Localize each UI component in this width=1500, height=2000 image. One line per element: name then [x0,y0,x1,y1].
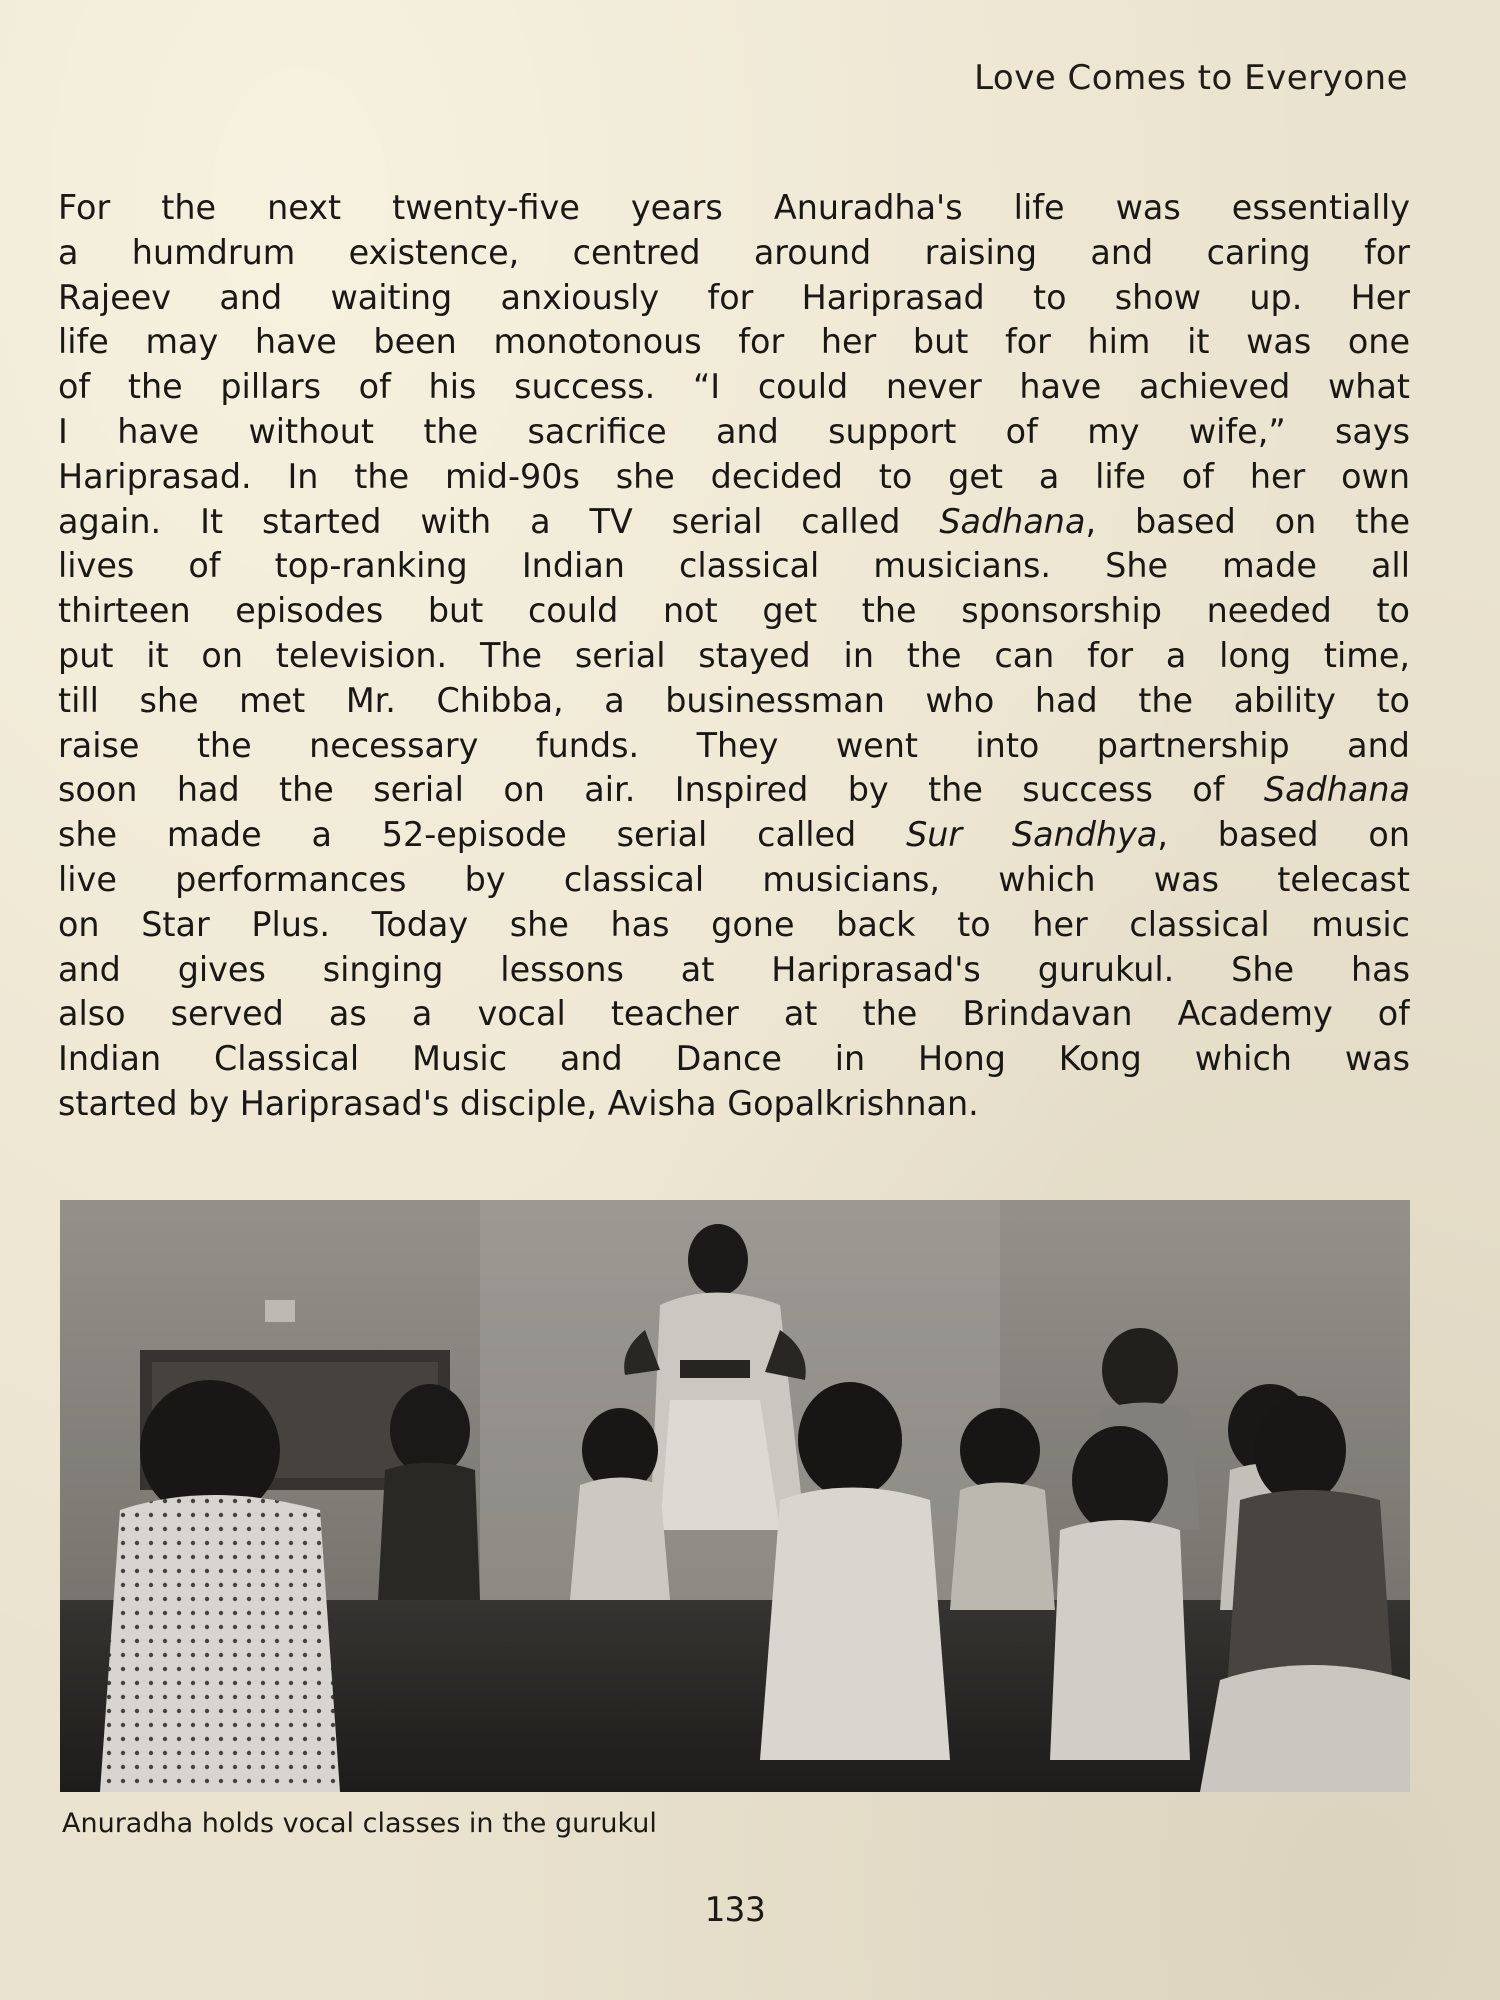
paragraph-line [58,589,1410,634]
paragraph-line [58,410,1410,455]
page-number: 133 [704,1890,766,1930]
gurukul-class-photo [60,1200,1410,1792]
italic-title: Sadhana [939,501,1086,541]
text-run: of the pillars of his success. “I could never have achieved what [58,367,1410,407]
text-run: For the next twenty-five years Anuradha's life was essentially [58,188,1410,227]
text-run: , based on [1157,815,1410,855]
paragraph-line [58,948,1410,993]
text-run: also served as a vocal teacher at the Brindavan Academy of [58,994,1410,1034]
text-run: Hariprasad. In the mid-90s she decided to get a life of her own [58,456,1410,496]
paragraph-line [58,276,1410,321]
paragraph-line [58,813,1410,858]
running-head: Love Comes to Everyone [974,58,1408,98]
text-run: soon had the serial on air. Inspired by the success of [58,770,1264,810]
paragraph-line [58,858,1410,903]
paragraph-line [58,1037,1410,1082]
paragraph-line [58,679,1410,724]
paragraph-line [58,320,1410,365]
text-run: thirteen episodes but could not get the sponsorship needed to [58,591,1410,631]
paragraph-line [58,903,1410,948]
text-run: I have without the sacrifice and support of my wife,” says [58,411,1410,451]
text-run: Indian Classical Music and Dance in Hong Kong which was [58,1039,1410,1079]
photo-illustration [60,1200,1410,1792]
text-run: life may have been monotonous for her but for him it was one [58,322,1410,362]
paragraph-line [58,992,1410,1037]
photo-grain [60,1200,1410,1792]
photo-caption: Anuradha holds vocal classes in the gurukul [62,1808,657,1839]
paragraph-line [58,724,1410,769]
paragraph-line [58,365,1410,410]
text-run: till she met Mr. Chibba, a businessman who had the ability to [58,680,1410,720]
text-run: again. It started with a TV serial called [58,501,940,541]
body-paragraph [58,186,1410,1127]
text-run: put it on television. The serial stayed in the can for a long time, [58,635,1410,675]
text-run: lives of top-ranking Indian classical musicians. She made all [58,546,1410,586]
text-run: she made a 52-episode serial called [58,815,907,855]
text-run: a humdrum existence, centred around raising and caring for [58,232,1410,272]
text-run: , based on the [1085,501,1410,541]
text-run: live performances by classical musicians, which was telecast [58,859,1410,899]
text-run: raise the necessary funds. They went into partnership and [58,725,1410,765]
text-run: on Star Plus. Today she has gone back to her classical music [58,904,1410,944]
paragraph-line [58,634,1410,679]
paragraph-line [58,768,1410,813]
text-run: started by Hariprasad's disciple, Avisha Gopalkrishnan. [58,1083,979,1123]
paragraph-line [58,231,1410,276]
paragraph-line [58,455,1410,500]
paragraph-line [58,186,1410,231]
paragraph-line [58,1082,1410,1127]
text-run: Rajeev and waiting anxiously for Hariprasad to show up. Her [58,277,1410,317]
text-run: and gives singing lessons at Hariprasad's gurukul. She has [58,949,1410,989]
italic-title: Sur Sandhya [906,815,1158,855]
paragraph-line [58,544,1410,589]
italic-title: Sadhana [1263,770,1410,810]
paragraph-line [58,500,1410,545]
